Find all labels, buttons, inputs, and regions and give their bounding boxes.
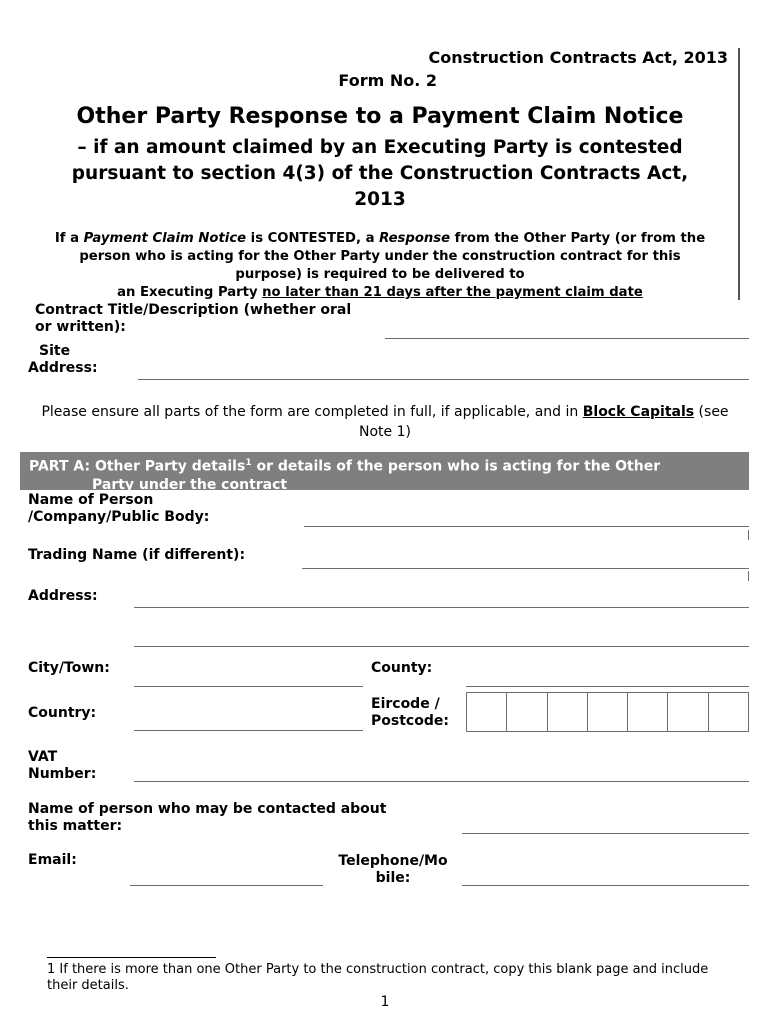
deadline-text: no later than 21 days after the payment claim date [262,285,643,300]
eircode-label-line: Eircode / [371,696,440,712]
intro-text: is CONTESTED, a [246,231,380,246]
intro-text: from the Other Party (or from the [450,231,706,246]
eircode-boxes[interactable] [466,692,749,732]
telephone-label-line: Telephone/Mo [338,853,448,869]
intro-emphasis: Response [379,231,451,246]
footnote-marker: 1 [245,458,252,468]
vat-label-line: VAT [28,749,58,765]
eircode-label [371,696,449,730]
contract-title-field[interactable] [385,338,749,339]
country-label: Country: [28,705,97,721]
telephone-field[interactable] [462,885,749,886]
intro-paragraph [20,230,740,302]
address-label: Address: [28,588,98,604]
vat-field[interactable] [134,781,749,782]
eircode-char-box[interactable] [668,693,708,731]
act-heading: Construction Contracts Act, 2013 [428,48,728,67]
subtitle-line: – if an amount claimed by an Executing Party is contested [77,137,683,158]
footnote-text: If there is more than one Other Party to the construction contract, copy this blank page and include their details. [47,962,709,993]
block-capitals-text: Block Capitals [582,404,695,420]
footnote-separator [47,957,216,958]
part-a-heading [20,452,749,493]
form-subtitle [20,135,740,213]
eircode-char-box[interactable] [588,693,628,731]
subtitle-line: 2013 [354,189,406,210]
intro-text: an Executing Party [117,285,263,300]
site-label: Site [39,343,71,359]
field-tick [748,530,749,540]
vat-label [28,749,96,783]
instruction-note [40,402,730,442]
contact-label-line: Name of person who may be contacted about [28,801,387,817]
site-address-label: Address: [28,360,98,376]
intro-text: If a [54,231,84,246]
eircode-char-box[interactable] [709,693,748,731]
trading-name-label: Trading Name (if different): [28,547,246,563]
telephone-label-line: bile: [375,870,411,886]
footnote [47,962,737,994]
intro-line-2: person who is acting for the Other Party under the construction contract for this [79,249,681,264]
page-number: 1 [380,994,390,1010]
eircode-char-box[interactable] [628,693,668,731]
site-address-field[interactable] [138,379,749,380]
instruction-text: Please ensure all parts of the form are completed in full, if applicable, and in [41,404,583,420]
form-number: Form No. 2 [338,71,437,90]
email-field[interactable] [130,885,323,886]
eircode-char-box[interactable] [507,693,547,731]
name-field[interactable] [304,526,749,527]
vat-label-line: Number: [28,766,97,782]
footnote-number: 1 [47,962,56,977]
eircode-char-box[interactable] [548,693,588,731]
contact-field[interactable] [462,833,749,834]
intro-line-1 [20,230,740,248]
name-label-line: Name of Person [28,492,154,508]
part-a-title: PART A: Other Party details [29,458,246,475]
email-label: Email: [28,852,77,868]
country-field[interactable] [134,730,363,731]
eircode-char-box[interactable] [467,693,507,731]
intro-emphasis: Payment Claim Notice [83,231,247,246]
name-label-line: /Company/Public Body: [28,509,210,525]
form-title: Other Party Response to a Payment Claim Notice [76,104,684,129]
contract-title-label: Contract Title/Description (whether oral or written): [35,302,352,335]
telephone-label [329,853,457,887]
trading-name-field[interactable] [302,568,749,569]
subtitle-line: pursuant to section 4(3) of the Construction Contracts Act, [71,163,689,184]
contact-label [28,801,386,835]
part-a-title-cont: or details of the person who is acting for the Other [251,458,661,475]
part-a-title-line2: Party under the contract [92,476,288,493]
county-label: County: [371,660,433,676]
note-reference: (see Note 1) [359,404,729,440]
county-field[interactable] [466,686,749,687]
address-field-line-2[interactable] [134,646,749,647]
intro-line-3: purpose) is required to be delivered to [235,267,525,282]
city-label: City/Town: [28,660,110,676]
intro-line-4 [20,284,740,302]
city-field[interactable] [134,686,363,687]
field-tick [748,571,749,581]
eircode-label-line: Postcode: [371,713,449,729]
address-field-line-1[interactable] [134,607,749,608]
contact-label-line: this matter: [28,818,123,834]
name-label [28,492,209,526]
